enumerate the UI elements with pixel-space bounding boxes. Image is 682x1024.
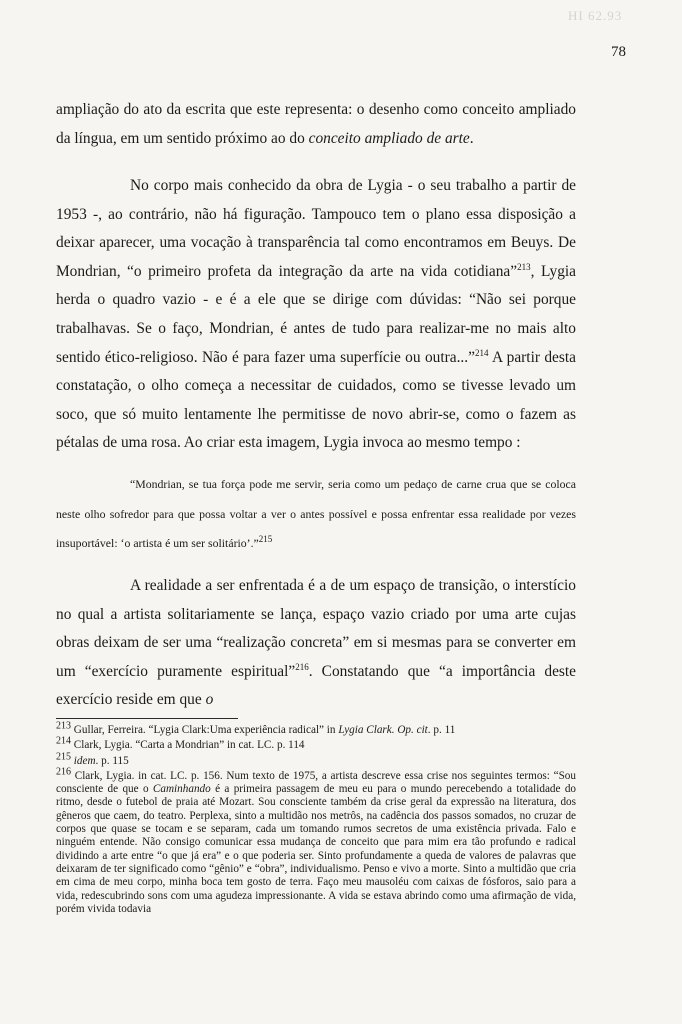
paragraph-2-text-c: A partir desta constatação, o olho começa a necessitar de cuidados, como se tivesse levado um soco, que só muito lentamente lhe permitisse de novo abrir-se, como o fazem as pétalas de uma rosa. Ao criar esta imagem, Lygia invoca ao mesmo tempo : xyxy=(56,348,576,452)
block-quote-text: “Mondrian, se tua força pode me servir, seria como um pedaço de carne crua que se coloca neste olho sofredor para que possa voltar a ver o antes possível e possa enfrentar essa realidade por vezes insuportável: ‘o artista é um ser solitário’.” xyxy=(56,477,576,550)
footnote-215 xyxy=(56,750,576,768)
page-number: 78 xyxy=(611,44,626,60)
footnote-text-end: . p. 115 xyxy=(95,754,129,767)
footnote-ref-213: 213 xyxy=(517,261,531,272)
footnote-text-end: é a primeira passagem de meu eu para o mundo perecebendo a totalidade do ritmo, desde o futebol de praia até Mozart. Sou consciente também da crise geral da expressão na literatura, dos gêneros que caem, do teatro. Perplexa, sinto a multidão nos metrôs, na cadência dos passos somados, no cruzar de corpos que quase se tocam e se separam, cada um tomando rumos secretos de uma existência privada. Falo e ninguém entende. Não consigo comunicar essa mudança de conceito que para mim era tão profundo e radical dividindo a arte entre “o que já era” e o que poderia ser. Sinto profundamente a queda de valores de palavras que deixaram de ter significado como “gênio” e “obra”, individualismo. Penso e vivo a morte. Sinto a multidão que cria em cima de meu corpo, minha boca tem gosto de terra. Faço meu mausoléu com caixas de fósforos, saio para a vida, redescubrindo sons com uma agudeza impressionante. A vida se estava abrindo como uma afirmação de vida, porém vivida todavia xyxy=(56,783,577,915)
paragraph-3-text-a: A realidade a ser enfrentada é a de um espaço de transição, o interstício no qual a artista solitariamente se lança, espaço vazio criado por uma arte cujas obras deixam de ser uma “realização concreta” em si mesmas para se converter em um “exercício puramente espiritual” xyxy=(56,577,576,680)
footnote-text: Gullar, Ferreira. “Lygia Clark:Uma experiência radical” in xyxy=(71,724,339,736)
footnote-ref-214: 214 xyxy=(474,347,489,358)
paragraph-3-text-b: . Constatando que “a importância deste exercício reside em que xyxy=(56,662,576,709)
footnote-separator xyxy=(56,718,238,719)
footnote-number: 213 xyxy=(56,720,71,732)
footnote-ref-215: 215 xyxy=(258,534,273,545)
paragraph-1-text-a: ampliação do ato da escrita que este representa: o desenho como conceito ampliado da língua, em um sentido próximo ao do xyxy=(56,101,576,147)
footnotes xyxy=(56,720,577,918)
paragraph-2-text-b: , Lygia herda o quadro vazio - e é a ele que se dirige com dúvidas: “Não sei porque trabalhavas. Se o faço, Mondrian, é antes de tudo para realizar-me no mais alto sentido ético-religioso. Não é para fazer uma superfície ou outra...” xyxy=(56,262,577,366)
footnote-text-end: . p. 11 xyxy=(427,724,456,736)
footnote-214 xyxy=(56,735,576,752)
archive-stamp: HI 62.93 xyxy=(568,8,623,23)
paragraph-2 xyxy=(56,172,576,458)
paragraph-1-text-b: . xyxy=(469,129,474,147)
paragraph-2-text-a: No corpo mais conhecido da obra de Lygia - o seu trabalho a partir de 1953 -, ao contrário, não há figuração. Tampouco tem o plano essa disposição a deixar aparecer, uma vocação à transparência tal como encontramos em Beuys. De Mondrian, “o primeiro profeta da integração da arte na vida cotidiana” xyxy=(56,177,576,280)
footnote-emphasis: Caminhando xyxy=(152,783,211,796)
footnote-number: 214 xyxy=(56,735,71,747)
footnote-ref-216: 216 xyxy=(295,661,309,672)
footnote-number: 216 xyxy=(56,766,71,778)
footnote-text: Clark, Lygia. “Carta a Mondrian” in cat. LC. p. 114 xyxy=(71,739,305,752)
footnote-text: Clark, Lygia. in cat. LC. p. 156. Num texto de 1975, a artista descreve essa crise nos seguintes termos: “Sou consciente de que o xyxy=(56,769,576,796)
footnote-emphasis: Lygia Clark. Op. cit xyxy=(338,724,428,736)
paragraph-3 xyxy=(56,572,576,715)
footnote-number: 215 xyxy=(56,750,71,762)
block-quote xyxy=(56,470,576,559)
footnote-213 xyxy=(56,720,576,737)
footnote-216 xyxy=(56,766,577,916)
paragraph-1 xyxy=(56,96,576,153)
footnote-emphasis: idem xyxy=(73,754,96,767)
paragraph-3-emphasis: o xyxy=(205,691,214,709)
paragraph-1-emphasis: conceito ampliado de arte xyxy=(308,129,470,147)
